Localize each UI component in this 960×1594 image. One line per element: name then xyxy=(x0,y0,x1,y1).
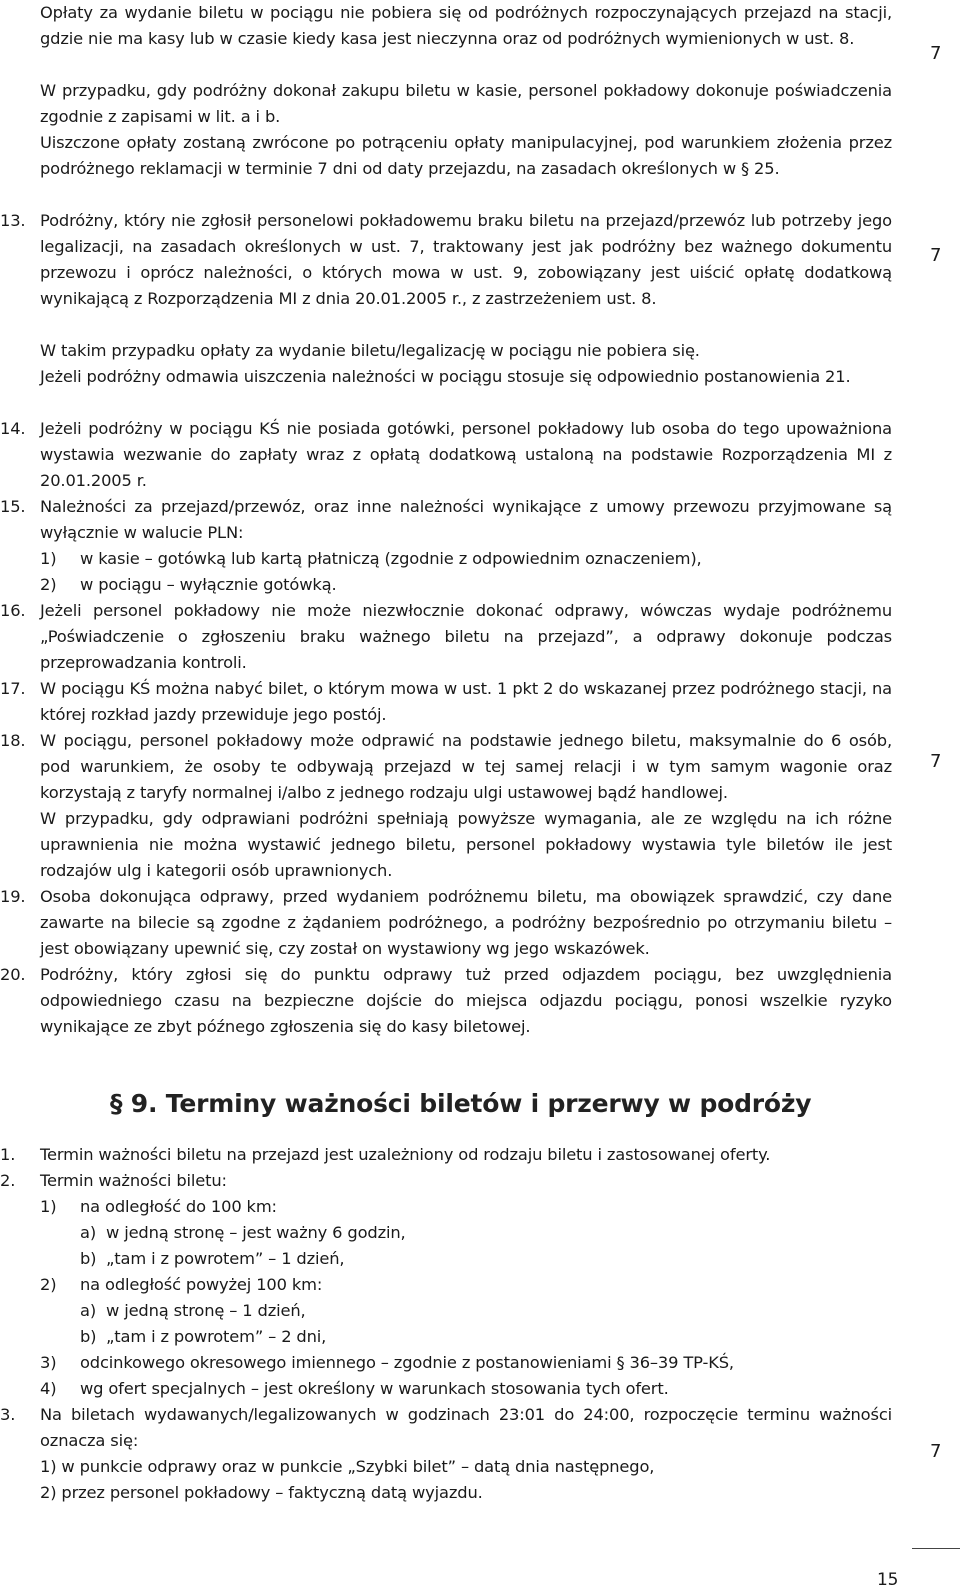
section-item-1 xyxy=(0,1142,892,1168)
list-item-16 xyxy=(0,598,892,676)
subitem-key: 4) xyxy=(40,1379,57,1398)
list-subsubitem xyxy=(80,1298,892,1324)
subitem-text: w jedną stronę – 1 dzień, xyxy=(106,1301,306,1320)
subitem-key: 2) xyxy=(40,575,57,594)
section-item-3 xyxy=(0,1402,892,1454)
list-item-17 xyxy=(0,676,892,728)
list-subitem xyxy=(40,1272,892,1298)
list-subsubitem xyxy=(80,1220,892,1246)
item-number: 3. xyxy=(0,1405,16,1424)
subitem-text: w kasie – gotówką lub kartą płatniczą (zgodnie z odpowiednim oznaczeniem), xyxy=(80,549,702,568)
intro-paragraph-1: Opłaty za wydanie biletu w pociągu nie pobiera się od podróżnych rozpoczynających przejazd na stacji, gdzie nie ma kasy lub w czasie kiedy kasa jest nieczynna oraz od podróżnych wymienionych w ust. 8. xyxy=(40,3,892,48)
list-subitem xyxy=(40,1350,892,1376)
section-item-3-line-2: 2) przez personel pokładowy – faktyczną datą wyjazdu. xyxy=(40,1483,483,1502)
item-18-paragraph-2: W przypadku, gdy odprawiani podróżni spełniają powyższe wymagania, ale ze względu na ich różne uprawnienia nie można wystawić jednego biletu, personel pokładowy wystawia tyle biletów ile jest rodzajów ulg i kategorii osób uprawnionych. xyxy=(40,809,892,880)
subitem-text: wg ofert specjalnych – jest określony w warunkach stosowania tych ofert. xyxy=(80,1379,669,1398)
page-number: 15 xyxy=(877,1570,899,1590)
list-subitem xyxy=(40,546,892,572)
item-number: 20. xyxy=(0,965,26,984)
list-subsubitem xyxy=(80,1246,892,1272)
item-text: Należności za przejazd/przewóz, oraz inne należności wynikające z umowy przewozu przyjmowane są wyłącznie w walucie PLN: xyxy=(40,497,892,542)
list-subitem xyxy=(40,1194,892,1220)
item-number: 18. xyxy=(0,731,26,750)
item-text: Na biletach wydawanych/legalizowanych w godzinach 23:01 do 24:00, rozpoczęcie terminu ważności oznacza się: xyxy=(40,1405,892,1450)
item-number: 2. xyxy=(0,1171,16,1190)
subitem-key: b) xyxy=(80,1327,97,1346)
intro-paragraph-2: W przypadku, gdy podróżny dokonał zakupu biletu w kasie, personel pokładowy dokonuje poświadczenia zgodnie z zapisami w lit. a i b. xyxy=(40,81,892,126)
footer-rule xyxy=(912,1548,960,1549)
item-text: Jeżeli personel pokładowy nie może niezwłocznie dokonać odprawy, wówczas wydaje podróżnemu „Poświadczenie o zgłoszeniu braku ważnego biletu na przejazd”, a odprawy dokonuje podczas przeprowadzania kontroli. xyxy=(40,601,892,672)
subitem-key: 1) xyxy=(40,549,57,568)
list-subsubitem xyxy=(80,1324,892,1350)
item-number: 14. xyxy=(0,419,26,438)
list-item-18 xyxy=(0,728,892,806)
subitem-key: a) xyxy=(80,1223,97,1242)
subitem-text: odcinkowego okresowego imiennego – zgodnie z postanowieniami § 36–39 TP-KŚ, xyxy=(80,1353,734,1372)
subitem-text: „tam i z powrotem” – 2 dni, xyxy=(106,1327,327,1346)
margin-marker: 7 xyxy=(930,1441,942,1462)
subitem-key: 3) xyxy=(40,1353,57,1372)
subitem-text: na odległość powyżej 100 km: xyxy=(80,1275,323,1294)
item-13-paragraph-2: W takim przypadku opłaty za wydanie biletu/legalizację w pociągu nie pobiera się. xyxy=(40,341,700,360)
section-item-3-line-1: 1) w punkcie odprawy oraz w punkcie „Szybki bilet” – datą dnia następnego, xyxy=(40,1457,655,1476)
item-number: 13. xyxy=(0,211,26,230)
subitem-key: b) xyxy=(80,1249,97,1268)
subitem-text: w pociągu – wyłącznie gotówką. xyxy=(80,575,337,594)
list-subitem xyxy=(40,572,892,598)
subitem-text: „tam i z powrotem” – 1 dzień, xyxy=(106,1249,345,1268)
item-13-paragraph-3: Jeżeli podróżny odmawia uiszczenia należności w pociągu stosuje się odpowiednio postanowienia 21. xyxy=(40,367,851,386)
item-text: W pociągu, personel pokładowy może odprawić na podstawie jednego biletu, maksymalnie do 6 osób, pod warunkiem, że osoby te odbywają przejazd w tej samej relacji i w tym samym wagonie oraz korzystają z taryfy normalnej i/albo z jednego rodzaju ulgi ustawowej bądź handlowej. xyxy=(40,731,892,802)
section-item-2 xyxy=(0,1168,892,1194)
margin-marker: 7 xyxy=(930,751,942,772)
list-item-19 xyxy=(0,884,892,962)
item-number: 1. xyxy=(0,1145,16,1164)
item-text: W pociągu KŚ można nabyć bilet, o którym mowa w ust. 1 pkt 2 do wskazanej przez podróżnego stacji, na której rozkład jazdy przewiduje jego postój. xyxy=(40,679,892,724)
list-item-20 xyxy=(0,962,892,1040)
list-item-13 xyxy=(0,208,892,312)
margin-marker: 7 xyxy=(930,245,942,266)
subitem-key: 1) xyxy=(40,1197,57,1216)
item-number: 16. xyxy=(0,601,26,620)
item-number: 17. xyxy=(0,679,26,698)
subitem-key: 2) xyxy=(40,1275,57,1294)
item-number: 19. xyxy=(0,887,26,906)
item-text: Podróżny, który zgłosi się do punktu odprawy tuż przed odjazdem pociągu, bez uwzględnienia odpowiedniego czasu na bezpieczne dojście do miejsca odjazdu pociągu, ponosi wszelkie ryzyko wynikające ze zbyt późnego zgłoszenia się do kasy biletowej. xyxy=(40,965,892,1036)
list-item-15 xyxy=(0,494,892,546)
list-subitem xyxy=(40,1376,892,1402)
subitem-text: w jedną stronę – jest ważny 6 godzin, xyxy=(106,1223,406,1242)
item-number: 15. xyxy=(0,497,26,516)
subitem-key: a) xyxy=(80,1301,97,1320)
item-text: Osoba dokonująca odprawy, przed wydaniem podróżnemu biletu, ma obowiązek sprawdzić, czy dane zawarte na bilecie są zgodne z żądaniem podróżnego, a podróżny bezpośrednio po otrzymaniu biletu – jest obowiązany upewnić się, czy został on wystawiony wg jego wskazówek. xyxy=(40,887,892,958)
item-text: Termin ważności biletu: xyxy=(40,1171,227,1190)
item-text: Termin ważności biletu na przejazd jest uzależniony od rodzaju biletu i zastosowanej oferty. xyxy=(40,1145,771,1164)
list-item-14 xyxy=(0,416,892,494)
intro-paragraph-3: Uiszczone opłaty zostaną zwrócone po potrąceniu opłaty manipulacyjnej, pod warunkiem złożenia przez podróżnego reklamacji w terminie 7 dni od daty przejazdu, na zasadach określonych w § 25. xyxy=(40,133,892,178)
subitem-text: na odległość do 100 km: xyxy=(80,1197,277,1216)
margin-marker: 7 xyxy=(930,43,942,64)
section-heading: § 9. Terminy ważności biletów i przerwy w podróży xyxy=(110,1089,812,1118)
item-text: Jeżeli podróżny w pociągu KŚ nie posiada gotówki, personel pokładowy lub osoba do tego upoważniona wystawia wezwanie do zapłaty wraz z opłatą dodatkową ustaloną na podstawie Rozporządzenia MI z 20.01.2005 r. xyxy=(40,419,892,490)
item-text: Podróżny, który nie zgłosił personelowi pokładowemu braku biletu na przejazd/przewóz lub potrzeby jego legalizacji, na zasadach określonych w ust. 7, traktowany jest jak podróżny bez ważnego dokumentu przewozu i oprócz należności, o których mowa w ust. 9, zobowiązany jest uiścić opłatę dodatkową wynikającą z Rozporządzenia MI z dnia 20.01.2005 r., z zastrzeżeniem ust. 8. xyxy=(40,211,892,308)
